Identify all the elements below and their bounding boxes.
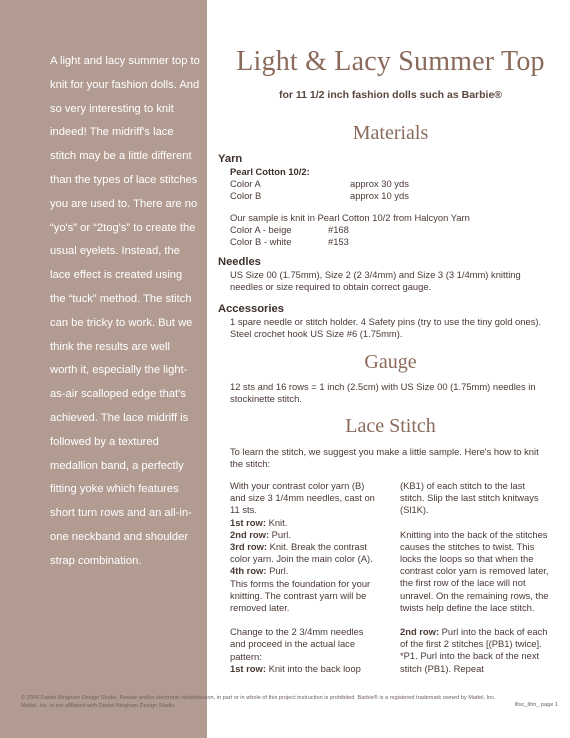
lace-row — [400, 626, 550, 675]
color-label: Color B - white — [230, 236, 292, 247]
materials-heading: Materials — [352, 122, 429, 144]
lace-intro: To learn the stitch, we suggest you make a little sample. Here's how to knit the stitch: — [230, 446, 539, 470]
color-label: Color A - beige — [230, 224, 292, 235]
accessories-text: 1 spare needle or stitch holder. 4 Safety pins (try to use the tiny gold ones). Steel crochet hook US Size #6 (1.75mm). — [230, 316, 542, 340]
page-number: lltsc_ltlm_ page 1 — [514, 702, 558, 708]
yarn-amount-value: approx 10 yds — [350, 190, 409, 201]
gauge-text: 12 sts and 16 rows = 1 inch (2.5cm) with US Size 00 (1.75mm) needles in stockinette stitch. — [230, 381, 536, 405]
lace-row — [230, 663, 378, 675]
row-label: 4th row: — [230, 565, 267, 577]
sample-note: Our sample is knit in Pearl Cotton 10/2 from Halcyon Yarn — [230, 212, 470, 223]
affiliation-line: Mattel, Inc. is not affiliated with Daniel Bingham Design Studio. — [21, 703, 177, 709]
lace-left-column — [230, 480, 378, 675]
yarn-amount-value: approx 30 yds — [350, 178, 409, 189]
sidebar-panel — [0, 0, 207, 738]
row-text: Knit into the back loop — [268, 662, 361, 674]
row-text: Knit. Break the contrast color yarn. Join the main color (A). — [230, 541, 373, 565]
lace-row — [230, 517, 378, 529]
lace-right-column — [400, 480, 550, 675]
yarn-amount-label: Color A — [230, 178, 261, 189]
yarn-product: Pearl Cotton 10/2: — [230, 166, 310, 177]
intro-paragraph: A light and lacy summer top to knit for your fashion dolls. And so very interesting to knit indeed! The midriff's lace stitch may be a little different than the types of lace stitches you are used to. There are no “yo's” or “2tog's” to create the usual eyelets. Instead, the lace effect is created using the “tuck” method. The stitch can be tricky to work. But we think the results are well worth it, especially the light-as-air scalloped edge that's achieved. The lace midriff is followed by a textured medallion band, a perfectly fitting yoke which features short turn rows and an all-in-one neckband and shoulder strap combination. — [50, 55, 200, 567]
lace-stitch-heading: Lace Stitch — [345, 415, 436, 437]
row-text: Purl. — [269, 565, 289, 577]
copyright-footer — [21, 694, 561, 710]
lace-row — [230, 541, 378, 565]
row-label: 2nd row: — [230, 528, 270, 540]
lace-kb1-text: (KB1) of each stitch to the last stitch. Slip the last stitch knitways (Sl1K). — [400, 480, 539, 516]
needles-heading: Needles — [218, 256, 261, 268]
lace-cast-on-text: With your contrast color yarn (B) and size 3 1/4mm needles, cast on 11 sts. — [230, 480, 375, 516]
lace-row — [230, 529, 378, 541]
page-title: Light & Lacy Summer Top — [236, 46, 545, 77]
color-number: #168 — [328, 224, 349, 235]
needles-text: US Size 00 (1.75mm), Size 2 (2 3/4mm) and Size 3 (3 1/4mm) knitting needles or size required to obtain correct gauge. — [230, 269, 521, 293]
yarn-amount-label: Color B — [230, 190, 262, 201]
copyright-line: © 2006 Daniel Bingham Design Studio. Resale and/or electronic redistribution, in part or in whole of this project instruction is prohibited. Barbie® is a registered trademark owned by Mattel, Inc. — [21, 695, 496, 701]
needle-change-note: Change to the 2 3/4mm needles and proceed in the actual lace pattern: — [230, 626, 364, 662]
accessories-heading: Accessories — [218, 303, 284, 315]
row-text: Knit. — [268, 516, 288, 528]
gauge-heading: Gauge — [364, 351, 417, 373]
row-text: Purl into the back of each of the first 2 stitches [(PB1) twice]. *P1. Purl into the back of the next stitch (PB1). Repeat — [400, 626, 548, 674]
row-label: 1st row: — [230, 662, 266, 674]
twist-explanation: Knitting into the back of the stitches causes the stitches to twist. This locks the loops so that when the contrast color yarn is removed later, the first row of the lace will not unravel. On the remaining rows, the twists help define the lace stitch. — [400, 528, 549, 613]
row-text: Purl. — [271, 528, 291, 540]
page-subtitle: for 11 1/2 inch fashion dolls such as Barbie® — [278, 89, 503, 101]
foundation-note: This forms the foundation for your knitting. The contrast yarn will be removed later. — [230, 577, 371, 614]
row-label: 2nd row: — [400, 626, 440, 638]
row-label: 3rd row: — [230, 541, 267, 553]
yarn-heading: Yarn — [218, 153, 243, 165]
row-label: 1st row: — [230, 516, 266, 528]
lace-row — [230, 565, 378, 577]
color-number: #153 — [328, 236, 349, 247]
